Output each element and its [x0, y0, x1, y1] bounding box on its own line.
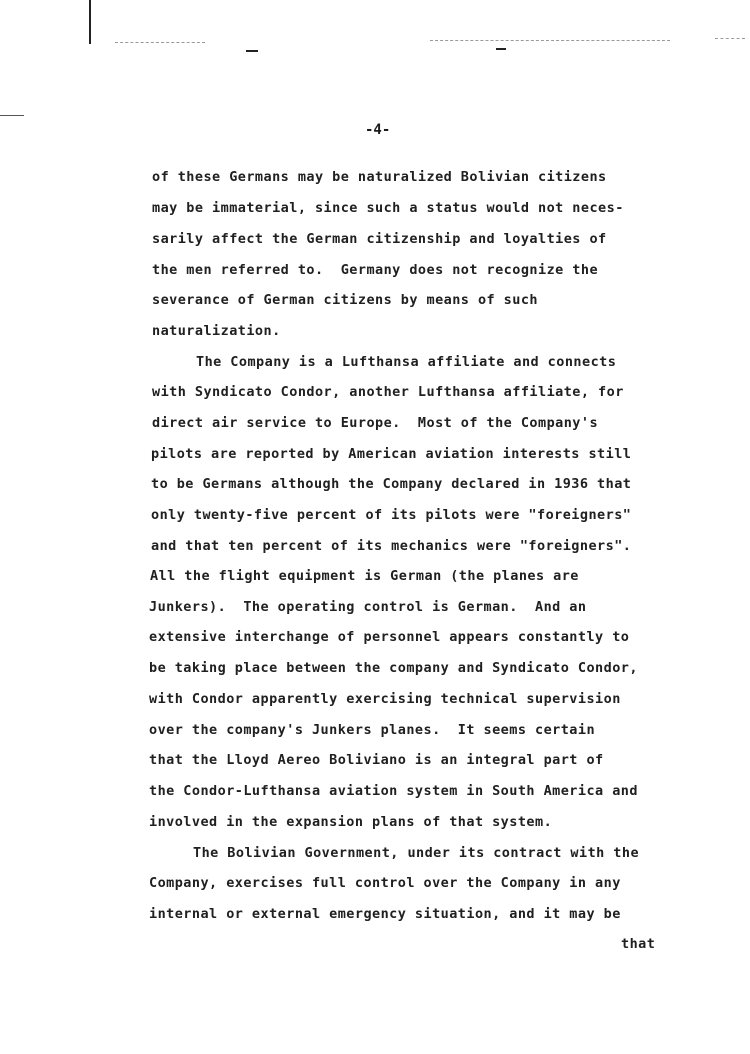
text-line: the Condor-Lufthansa aviation system in South America and: [149, 783, 638, 799]
text-line: The Bolivian Government, under its contract with the: [193, 845, 640, 861]
scan-dotted-line: [115, 42, 205, 43]
text-line: The Company is a Lufthansa affiliate and connects: [196, 354, 617, 370]
scan-speck: [246, 50, 258, 52]
text-line: Company, exercises full control over the Company in any: [149, 875, 621, 891]
text-line: severance of German citizens by means of such: [152, 292, 538, 308]
text-line: only twenty-five percent of its pilots were "foreigners": [151, 507, 632, 523]
text-line: extensive interchange of personnel appears constantly to: [149, 629, 630, 645]
text-line: and that ten percent of its mechanics were "foreigners".: [151, 538, 632, 554]
text-line: that the Lloyd Aereo Boliviano is an integral part of: [149, 752, 604, 768]
scan-speck: [496, 48, 506, 50]
text-line: with Condor apparently exercising technical supervision: [149, 691, 621, 707]
text-line: naturalization.: [152, 323, 281, 339]
text-line: with Syndicato Condor, another Lufthansa affiliate, for: [152, 384, 624, 400]
text-line: sarily affect the German citizenship and loyalties of: [152, 231, 607, 247]
binding-mark: [89, 0, 91, 44]
text-line: over the company's Junkers planes. It seems certain: [149, 722, 596, 738]
text-line: that: [621, 936, 656, 952]
text-line: All the flight equipment is German (the planes are: [150, 568, 579, 584]
page-number: -4-: [365, 122, 391, 138]
text-line: Junkers). The operating control is German. And an: [149, 599, 587, 615]
scan-dotted-line: [715, 38, 745, 39]
text-line: of these Germans may be naturalized Bolivian citizens: [152, 169, 607, 185]
text-line: involved in the expansion plans of that system.: [149, 814, 553, 830]
text-line: internal or external emergency situation, and it may be: [149, 906, 621, 922]
text-line: may be immaterial, since such a status would not neces-: [152, 200, 624, 216]
margin-mark: [0, 115, 24, 116]
text-line: pilots are reported by American aviation interests still: [151, 446, 632, 462]
text-line: direct air service to Europe. Most of the Company's: [152, 415, 599, 431]
text-line: be taking place between the company and Syndicato Condor,: [149, 660, 638, 676]
text-line: to be Germans although the Company declared in 1936 that: [151, 476, 632, 492]
scan-dotted-line: [430, 40, 670, 41]
text-line: the men referred to. Germany does not recognize the: [152, 262, 599, 278]
